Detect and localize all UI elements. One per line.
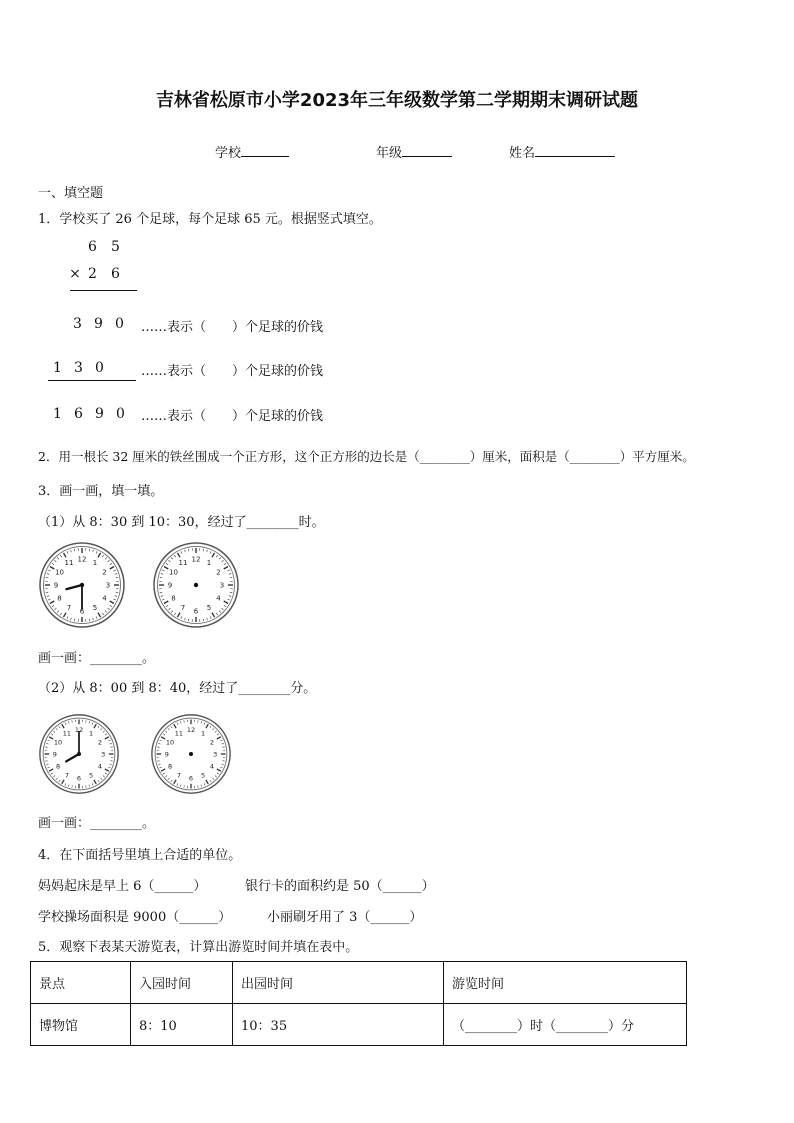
clock-number: 7 <box>180 604 186 613</box>
clock-number: 5 <box>89 771 94 780</box>
clock-number: 5 <box>206 604 212 613</box>
clock-number: 8 <box>167 762 173 771</box>
question-4: 4．在下面括号里填上合适的单位。 <box>38 848 242 863</box>
clock-number: 7 <box>176 771 181 780</box>
clock-number: 1 <box>201 729 206 738</box>
clock-number: 7 <box>66 604 72 613</box>
clock-number: 9 <box>52 750 57 759</box>
final-product <box>50 406 128 422</box>
digit: 1 <box>53 406 62 422</box>
digit: 3 <box>74 360 83 376</box>
digit: 6 <box>88 239 97 255</box>
digit: 0 <box>116 406 125 422</box>
clock-number: 6 <box>79 607 85 616</box>
clock-center-dot <box>194 583 198 587</box>
school-label: 学校 <box>215 146 242 161</box>
clock-face-2[interactable] <box>152 541 240 629</box>
table-row <box>31 962 687 1004</box>
grade-blank[interactable] <box>402 143 452 157</box>
clock-number: 8 <box>57 594 62 603</box>
clock-number: 6 <box>193 607 199 616</box>
question-2: 2．用一根长 32 厘米的铁丝围成一个正方形，这个正方形的边长是（________）厘米，面积是（________）平方厘米。 <box>38 449 695 464</box>
clock-center-dot <box>77 752 81 756</box>
partial-product-1 <box>70 316 127 332</box>
digit: 9 <box>95 406 104 422</box>
clock-number: 12 <box>77 555 87 564</box>
label-2: ……表示（ ）个足球的价钱 <box>141 364 324 379</box>
clock-number: 3 <box>219 581 225 590</box>
clock-number: 1 <box>92 559 98 568</box>
table-answer-cell[interactable]: （________）时（________）分 <box>444 1004 687 1046</box>
clock-number: 11 <box>178 559 188 568</box>
name-field[interactable] <box>509 142 615 161</box>
digit: 1 <box>53 360 62 376</box>
table-row <box>31 1004 687 1046</box>
clock-number: 9 <box>53 581 59 590</box>
clock-number: 4 <box>216 594 221 603</box>
clock-number: 10 <box>55 568 64 577</box>
clock-number: 10 <box>53 738 63 747</box>
grade-label: 年级 <box>376 146 403 161</box>
digit: 5 <box>111 239 120 255</box>
times-sign: × <box>69 266 81 282</box>
clock-center-dot <box>80 583 84 587</box>
name-blank[interactable] <box>535 143 615 157</box>
table-cell: 8：10 <box>131 1004 233 1046</box>
clock-number: 1 <box>89 729 94 738</box>
clock-number: 7 <box>64 771 69 780</box>
label-1: ……表示（ ）个足球的价钱 <box>141 320 324 335</box>
page-title: 吉林省松原市小学2023年三年级数学第二学期期末调研试题 <box>155 90 639 111</box>
table-header-cell: 出园时间 <box>233 962 444 1004</box>
clock-number: 10 <box>165 738 175 747</box>
draw-answer-1[interactable]: 画一画：________。 <box>38 651 156 666</box>
clock-number: 4 <box>102 594 107 603</box>
unit-item-c[interactable]: 学校操场面积是 9000（______） <box>38 910 232 925</box>
clock-number: 6 <box>76 774 82 783</box>
clock-number: 5 <box>201 771 206 780</box>
clock-face-1 <box>38 541 126 629</box>
unit-item-d[interactable]: 小丽刷牙用了 3（______） <box>267 910 423 925</box>
digit: 6 <box>74 406 83 422</box>
table-cell: 博物馆 <box>31 1004 131 1046</box>
clock-number: 4 <box>209 762 215 771</box>
clock-number: 12 <box>74 726 84 735</box>
vertical-calc-line <box>48 380 136 381</box>
clock-center-dot <box>189 752 193 756</box>
table-header-cell: 入园时间 <box>131 962 233 1004</box>
label-3: ……表示（ ）个足球的价钱 <box>141 409 324 424</box>
digit: 9 <box>94 316 103 332</box>
digit: 3 <box>73 316 82 332</box>
clock-number: 8 <box>55 762 61 771</box>
clock-number: 12 <box>191 555 201 564</box>
clock-number: 1 <box>206 559 212 568</box>
question-3-part-2: （2）从 8：00 到 8：40，经过了________分。 <box>38 681 317 696</box>
clock-number: 11 <box>174 729 184 738</box>
name-label: 姓名 <box>509 146 536 161</box>
clock-number: 12 <box>186 726 196 735</box>
table-header-cell: 景点 <box>31 962 131 1004</box>
digit: 2 <box>88 266 97 282</box>
clock-number: 2 <box>216 568 221 577</box>
clock-number: 4 <box>97 762 103 771</box>
unit-item-b[interactable]: 银行卡的面积约是 50（______） <box>245 879 435 894</box>
clock-number: 8 <box>171 594 176 603</box>
school-field[interactable] <box>215 142 289 161</box>
multiplicand <box>85 239 123 255</box>
clock-number: 9 <box>164 750 169 759</box>
school-blank[interactable] <box>241 143 289 157</box>
section-heading: 一、填空题 <box>38 186 104 201</box>
multiplier <box>69 266 123 282</box>
clock-face-4[interactable] <box>150 713 232 795</box>
clock-number: 5 <box>92 604 98 613</box>
question-5: 5．观察下表某天游览表，计算出游览时间并填在表中。 <box>38 940 359 955</box>
grade-field[interactable] <box>376 142 452 161</box>
clock-face-3 <box>38 713 120 795</box>
clock-number: 3 <box>105 581 111 590</box>
clock-number: 3 <box>213 750 218 759</box>
clock-number: 3 <box>101 750 106 759</box>
unit-item-a[interactable]: 妈妈起床是早上 6（______） <box>38 879 207 894</box>
clock-number: 11 <box>62 729 72 738</box>
clock-number: 10 <box>169 568 178 577</box>
digit: 0 <box>115 316 124 332</box>
draw-answer-2[interactable]: 画一画：________。 <box>38 816 156 831</box>
table-header-cell: 游览时间 <box>444 962 687 1004</box>
question-3-part-1: （1）从 8：30 到 10：30，经过了________时。 <box>38 515 325 530</box>
vertical-calc-line <box>70 290 137 291</box>
clock-number: 11 <box>64 559 74 568</box>
table-cell: 10：35 <box>233 1004 444 1046</box>
visit-table <box>30 961 687 1046</box>
clock-number: 9 <box>167 581 173 590</box>
digit: 6 <box>111 266 120 282</box>
question-1: 1．学校买了 26 个足球，每个足球 65 元。根据竖式填空。 <box>38 212 382 227</box>
clock-number: 2 <box>209 738 215 747</box>
clock-number: 2 <box>102 568 107 577</box>
clock-number: 2 <box>97 738 103 747</box>
question-3: 3．画一画，填一填。 <box>38 484 164 499</box>
clock-number: 6 <box>188 774 194 783</box>
partial-product-2 <box>50 360 107 376</box>
digit: 0 <box>95 360 104 376</box>
